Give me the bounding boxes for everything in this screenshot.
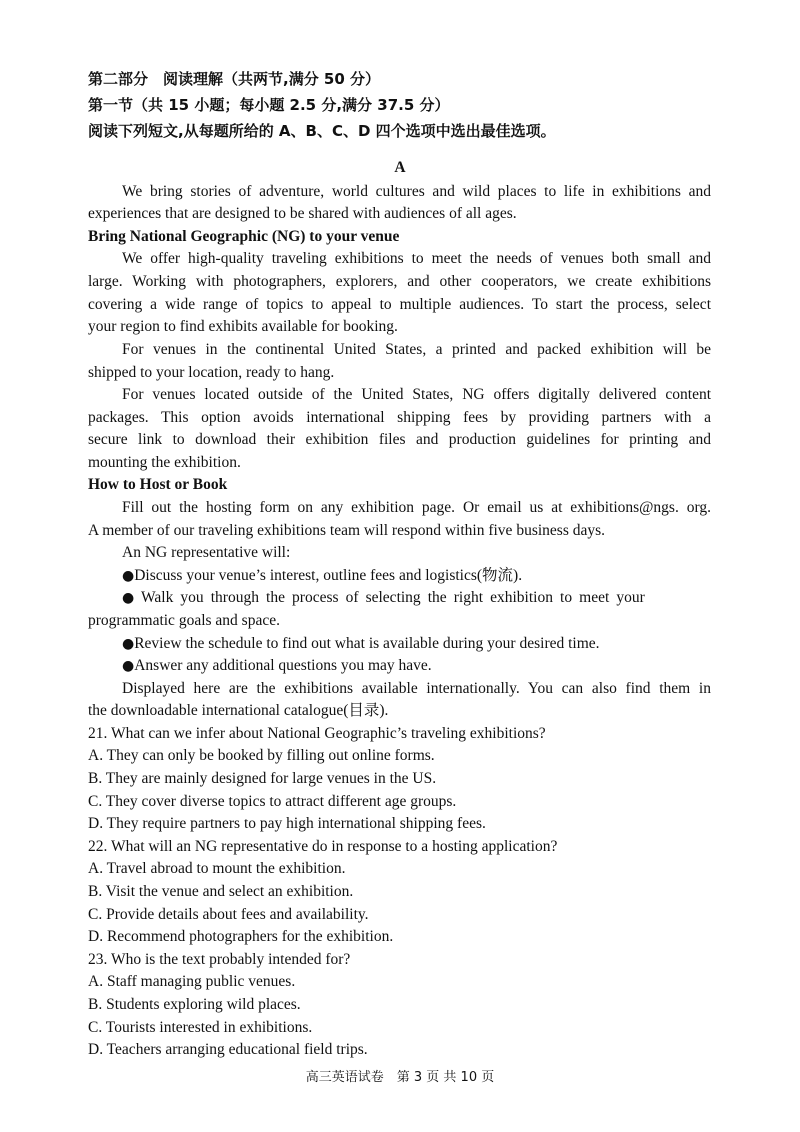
paragraph-line: large. Working with photographers, explorers, and other cooperators, we create exhibitions — [88, 273, 711, 290]
question-option: B. Students exploring wild places. — [88, 996, 301, 1013]
bullet-item — [122, 565, 711, 588]
bullet-icon: ● — [122, 636, 135, 652]
question-option: C. Tourists interested in exhibitions. — [88, 1019, 313, 1036]
bullet-icon: ● — [122, 658, 135, 674]
paragraph-line: your region to find exhibits available for booking. — [88, 318, 398, 335]
paragraph-line: covering a wide range of topics to appeal to multiple audiences. To start the process, select — [88, 296, 711, 313]
question-stem: 22. What will an NG representative do in response to a hosting application? — [88, 838, 558, 855]
paragraph-line: Fill out the hosting form on any exhibition page. Or email us at exhibitions@ngs. org. — [122, 499, 711, 516]
paragraph-line: For venues in the continental United States, a printed and packed exhibition will be — [122, 341, 711, 358]
bullet-item — [122, 587, 711, 610]
bullet-text: Review the schedule to find out what is available during your desired time. — [134, 635, 600, 652]
page-footer: 高三英语试卷 第 3 页 共 10 页 — [305, 1070, 495, 1085]
question-option: C. Provide details about fees and availability. — [88, 906, 369, 923]
question-option: B. They are mainly designed for large venues in the US. — [88, 770, 437, 787]
paragraph-line: packages. This option avoids international shipping fees by providing partners with a — [88, 409, 711, 426]
paragraph-line: shipped to your location, ready to hang. — [88, 364, 335, 381]
bullet-item — [122, 655, 711, 678]
bullet-item — [122, 633, 711, 656]
instruction-text: 阅读下列短文,从每题所给的 A、B、C、D 四个选项中选出最佳选项。 — [88, 122, 556, 140]
bullet-text: Answer any additional questions you may have. — [134, 657, 432, 674]
subheading-bring-ng: Bring National Geographic (NG) to your venue — [88, 228, 400, 245]
subheading-host-book: How to Host or Book — [88, 476, 228, 493]
passage-intro-line: We bring stories of adventure, world cultures and wild places to life in exhibitions and — [122, 183, 711, 200]
question-option: A. Staff managing public venues. — [88, 973, 296, 990]
paragraph-line: We offer high-quality traveling exhibitions to meet the needs of venues both small and — [122, 250, 711, 267]
passage-intro-line: experiences that are designed to be shared with audiences of all ages. — [88, 205, 517, 222]
paragraph-line: programmatic goals and space. — [88, 612, 280, 629]
paragraph-line: An NG representative will: — [122, 544, 291, 561]
question-option: A. They can only be booked by filling out online forms. — [88, 747, 435, 764]
question-option: D. They require partners to pay high international shipping fees. — [88, 815, 486, 832]
paragraph-line: A member of our traveling exhibitions team will respond within five business days. — [88, 522, 606, 539]
paragraph-line: mounting the exhibition. — [88, 454, 241, 471]
question-option: B. Visit the venue and select an exhibition. — [88, 883, 354, 900]
passage-letter: A — [394, 159, 406, 176]
paragraph-line: Displayed here are the exhibitions available internationally. You can also find them in — [122, 680, 711, 697]
bullet-icon: ● — [122, 590, 135, 606]
question-option: D. Teachers arranging educational field trips. — [88, 1041, 368, 1058]
paragraph-line: secure link to download their exhibition files and production guidelines for printing and — [88, 431, 711, 448]
question-stem: 23. Who is the text probably intended for? — [88, 951, 351, 968]
part-heading: 第二部分 阅读理解（共两节,满分 50 分） — [88, 70, 381, 88]
paragraph-line: For venues located outside of the United States, NG offers digitally delivered content — [122, 386, 711, 403]
question-option: D. Recommend photographers for the exhibition. — [88, 928, 394, 945]
bullet-text: Walk you through the process of selecting the right exhibition to meet your — [134, 589, 645, 606]
section-heading: 第一节（共 15 小题；每小题 2.5 分,满分 37.5 分） — [88, 96, 450, 114]
question-option: C. They cover diverse topics to attract different age groups. — [88, 793, 457, 810]
bullet-icon: ● — [122, 568, 135, 584]
question-option: A. Travel abroad to mount the exhibition. — [88, 860, 346, 877]
bullet-text: Discuss your venue’s interest, outline fees and logistics(物流). — [134, 567, 523, 584]
question-stem: 21. What can we infer about National Geographic’s traveling exhibitions? — [88, 725, 546, 742]
paragraph-line: the downloadable international catalogue(目录). — [88, 702, 389, 719]
